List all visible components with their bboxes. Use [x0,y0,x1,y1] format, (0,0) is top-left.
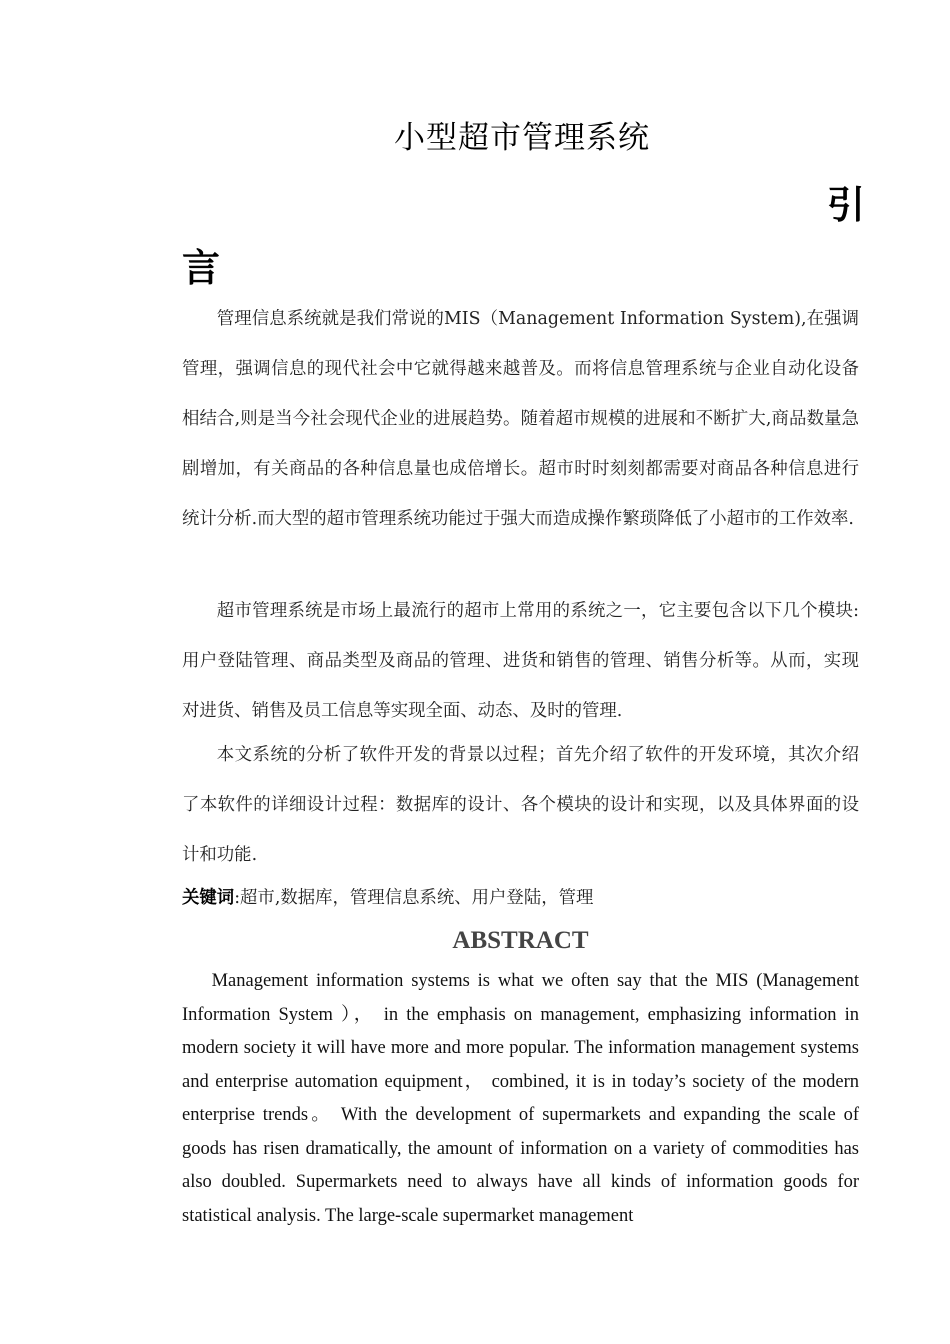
document-title: 小型超市管理系统 [394,120,650,156]
abstract-paragraph: Management information systems is what we often say that the MIS (Management Information System ）， in the emphasis on management, emphasizing information in modern society it will have more and more popular. The information management systems and enterprise automation equipment， combined, it is in today’s society of the modern enterprise trends。 With the development of supermarkets and expanding the scale of goods has risen dramatically, the amount of information on a variety of commodities has also doubled. Supermarkets need to always have all kinds of information goods for statistical analysis. The large-scale supermarket management [182,971,859,1226]
intro-heading-first-char: 引 [827,183,866,227]
intro-paragraph-3: 本文系统的分析了软件开发的背景以过程；首先介绍了软件的开发环境，其次介绍了本软件的详细设计过程：数据库的设计、各个模块的设计和实现，以及具体界面的设计和功能. [182,745,859,865]
abstract-heading: ABSTRACT [452,927,589,954]
intro-paragraph-1: 管理信息系统就是我们常说的MIS（Management Information System),在强调管理，强调信息的现代社会中它就得越来越普及。而将信息管理系统与企业自动化设备相结合,则是当今社会现代企业的进展趋势。随着超市规模的进展和不断扩大,商品数量急剧增加，有关商品的各种信息量也成倍增长。超市时时刻刻都需要对商品各种信息进行统计分析.而大型的超市管理系统功能过于强大而造成操作繁琐降低了小超市的工作效率. [182,309,859,529]
intro-paragraph-2: 超市管理系统是市场上最流行的超市上常用的系统之一，它主要包含以下几个模块:用户登陆管理、商品类型及商品的管理、进货和销售的管理、销售分析等。从而，实现对进货、销售及员工信息等实现全面、动态、及时的管理. [182,601,859,721]
keywords-text: :超市,数据库，管理信息系统、用户登陆，管理 [234,888,594,908]
keywords-label: 关键词 [182,888,235,908]
keywords-line [182,883,859,913]
intro-heading-second-char: 言 [182,246,221,290]
